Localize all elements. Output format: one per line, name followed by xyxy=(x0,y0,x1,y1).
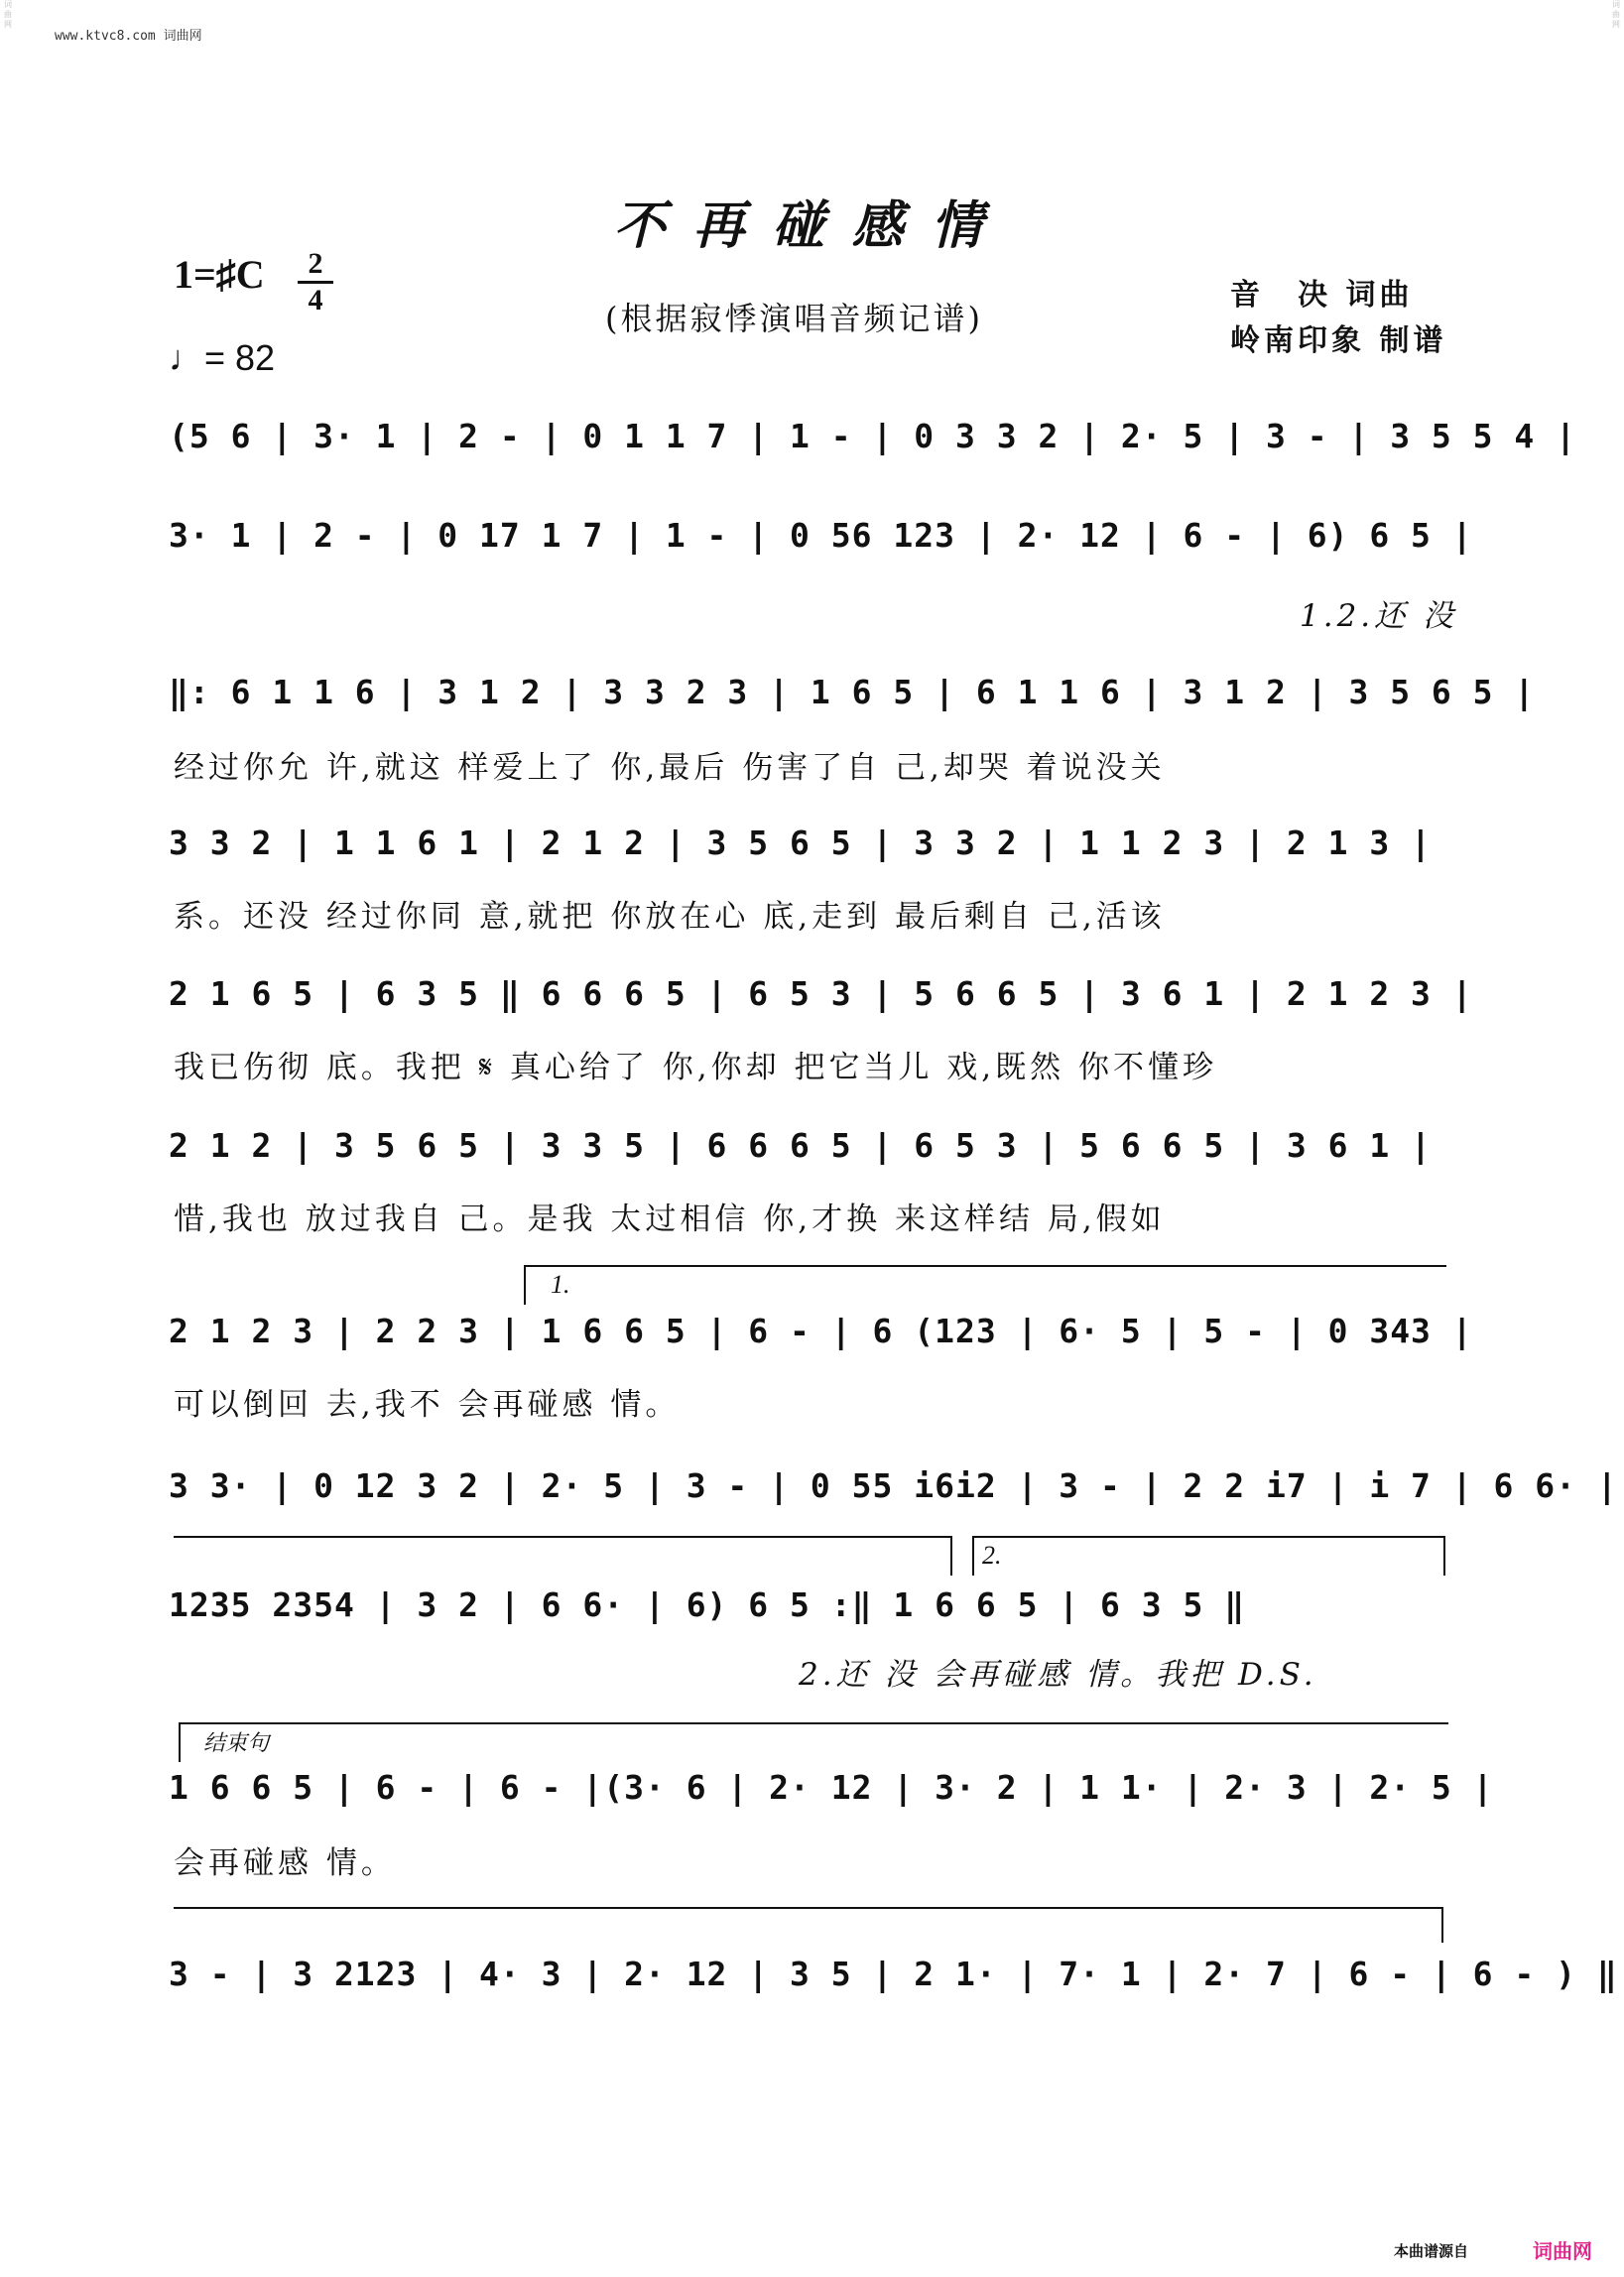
coda-bracket-left xyxy=(179,1722,181,1762)
lyric-line: 2.还 没 会再碰感 情。我把 D.S. xyxy=(799,1657,1317,1693)
notation-line: 2 1 2 3 | 2 2 3 | 1 6 6 5 | 6 - | 6 (123 | 6· 5 | 5 - | 0 343 | xyxy=(169,1312,1473,1350)
key-signature: 1=♯C xyxy=(174,252,265,297)
first-ending-end xyxy=(950,1536,952,1576)
second-ending-bracket xyxy=(972,1536,1443,1538)
coda-bracket xyxy=(179,1722,1448,1724)
second-ending-bracket-right xyxy=(1443,1536,1445,1576)
second-ending-label: 2. xyxy=(982,1541,1002,1570)
score-title: 不再碰感情 xyxy=(613,195,1011,256)
side-watermark-right: 词曲网 xyxy=(1612,0,1620,29)
tempo-marking: ♩= 82 xyxy=(169,337,276,378)
first-ending-bracket xyxy=(524,1265,1446,1267)
time-signature xyxy=(298,248,333,316)
notation-line: ‖: 6 1 1 6 | 3 1 2 | 3 3 2 3 | 1 6 5 | 6 1 1 6 | 3 1 2 | 3 5 6 5 | xyxy=(169,673,1536,711)
second-ending-bracket-left xyxy=(972,1536,974,1576)
lyric-line: 经过你允 许,就这 样爱上了 你,最后 伤害了自 己,却哭 着说没关 xyxy=(174,750,1166,786)
footer-brand: 词曲网 xyxy=(1533,2239,1592,2263)
lyric-line: 惜,我也 放过我自 己。是我 太过相信 你,才换 来这样结 局,假如 xyxy=(174,1202,1166,1237)
credit-lyrics: 音 决 词曲 xyxy=(1230,278,1414,313)
notation-line: 3 3 2 | 1 1 6 1 | 2 1 2 | 3 5 6 5 | 3 3 2 | 1 1 2 3 | 2 1 3 | xyxy=(169,823,1432,862)
notation-line: 3 - | 3 2123 | 4· 3 | 2· 12 | 3 5 | 2 1· | 7· 1 | 2· 7 | 6 - | 6 - ) ‖ xyxy=(169,1955,1618,1993)
time-sig-top: 2 xyxy=(308,247,323,280)
notation-line: 1235 2354 | 3 2 | 6 6· | 6) 6 5 :‖ 1 6 6 5 | 6 3 5 ‖ xyxy=(169,1585,1246,1624)
first-ending-continuation xyxy=(174,1536,952,1538)
lyric-line: 1.2.还 没 xyxy=(1300,598,1458,634)
notation-line: 3· 1 | 2 - | 0 17 1 7 | 1 - | 0 56 123 | 2· 12 | 6 - | 6) 6 5 | xyxy=(169,516,1473,555)
first-ending-bracket-left xyxy=(524,1265,526,1305)
coda-end xyxy=(1441,1907,1443,1943)
coda-continuation xyxy=(174,1907,1443,1909)
notation-line: 1 6 6 5 | 6 - | 6 - |(3· 6 | 2· 12 | 3· 2 | 1 1· | 2· 3 | 2· 5 | xyxy=(169,1768,1494,1807)
footer-source: 本曲谱源自 xyxy=(1394,2242,1469,2260)
lyric-line: 会再碰感 情。 xyxy=(174,1845,396,1881)
notation-line: 2 1 6 5 | 6 3 5 ‖ 6 6 6 5 | 6 5 3 | 5 6 6 5 | 3 6 1 | 2 1 2 3 | xyxy=(169,974,1473,1013)
notation-line: 2 1 2 | 3 5 6 5 | 3 3 5 | 6 6 6 5 | 6 5 3 | 5 6 6 5 | 3 6 1 | xyxy=(169,1126,1432,1165)
lyric-line: 系。还没 经过你同 意,就把 你放在心 底,走到 最后剩自 己,活该 xyxy=(174,899,1166,935)
notation-line: (5 6 | 3· 1 | 2 - | 0 1 1 7 | 1 - | 0 3 3 2 | 2· 5 | 3 - | 3 5 5 4 | xyxy=(169,417,1577,455)
site-watermark: www.ktvc8.com 词曲网 xyxy=(55,29,202,44)
credit-score: 岭南印象 制谱 xyxy=(1230,323,1447,358)
first-ending-label: 1. xyxy=(551,1270,570,1299)
coda-label: 结束句 xyxy=(203,1731,270,1756)
time-sig-bottom: 4 xyxy=(308,284,323,316)
lyric-line: 可以倒回 去,我不 会再碰感 情。 xyxy=(174,1387,681,1423)
lyric-line: 我已伤彻 底。我把 𝄋 真心给了 你,你却 把它当儿 戏,既然 你不懂珍 xyxy=(174,1050,1218,1085)
side-watermark-left: 词曲网 xyxy=(4,0,12,29)
score-subtitle: (根据寂悸演唱音频记谱) xyxy=(605,300,983,337)
notation-line: 3 3· | 0 12 3 2 | 2· 5 | 3 - | 0 55 i6i2 | 3 - | 2 2 i7 | i 7 | 6 6· | xyxy=(169,1466,1618,1505)
